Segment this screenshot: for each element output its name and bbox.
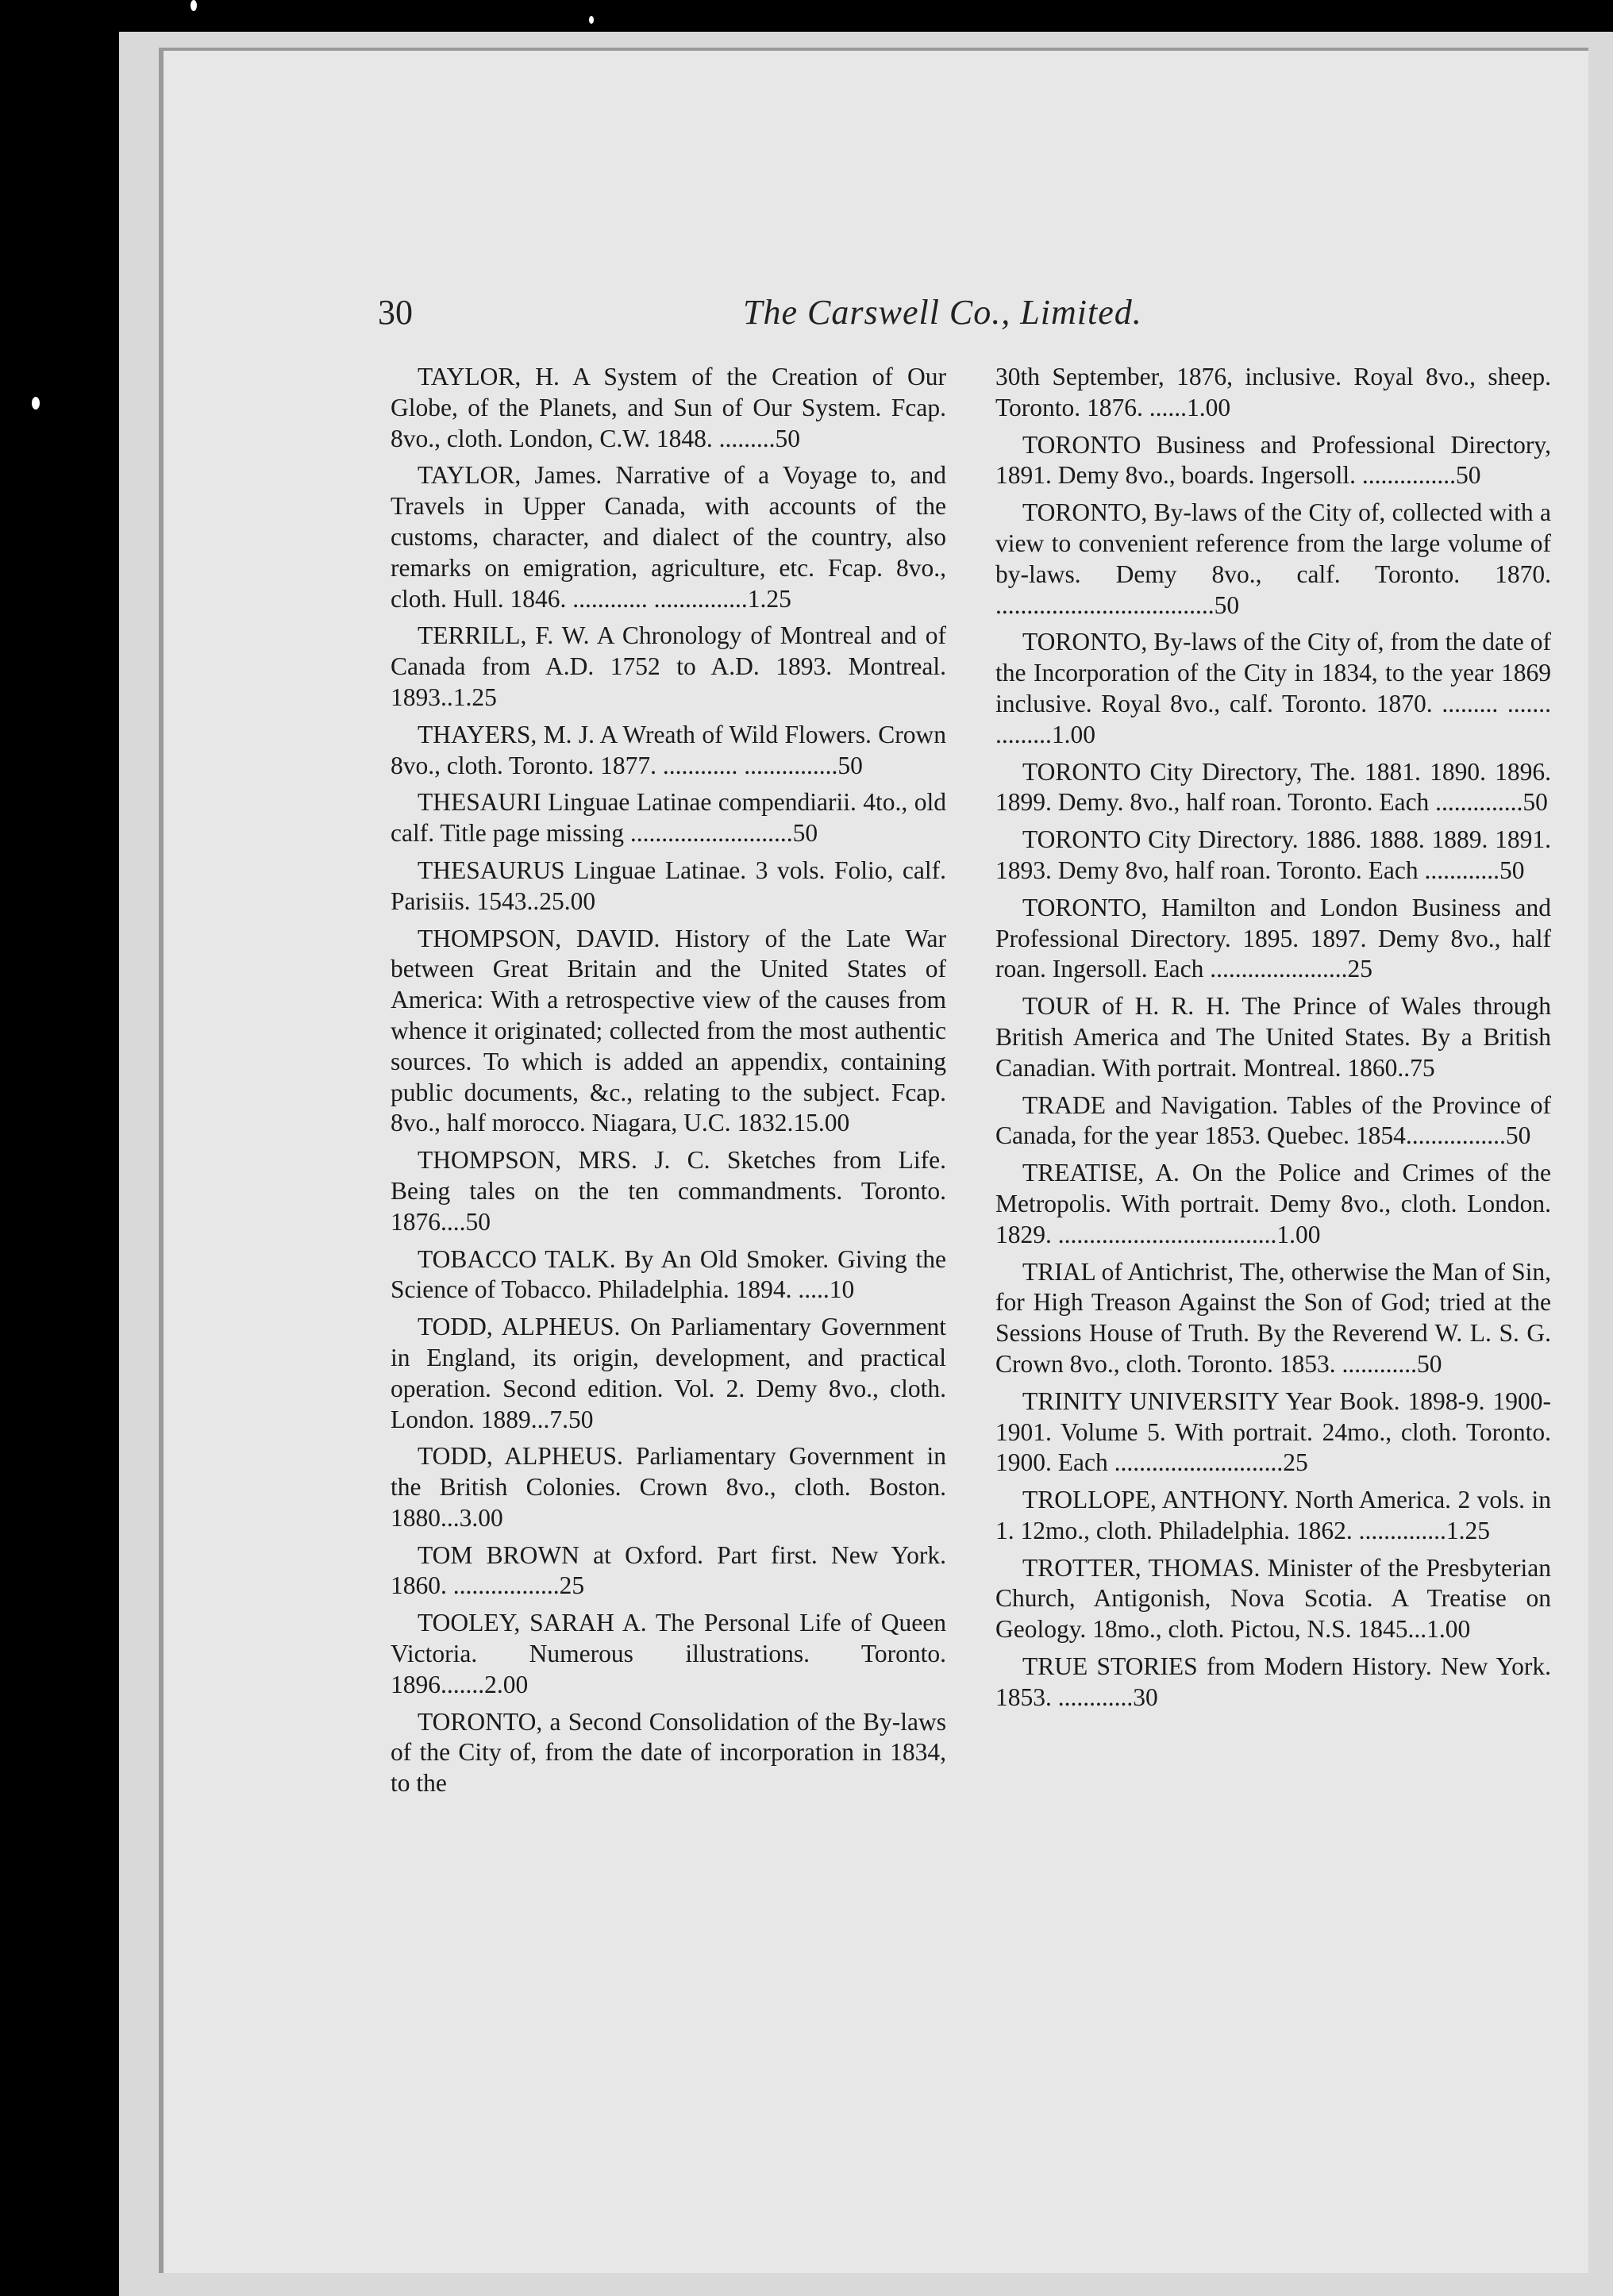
catalog-entry: TORONTO, By-laws of the City of, from the date of the Incorporation of the City in 1834, to the year 1869 inclusive. Royal 8vo., calf. Toronto. 1870. ......... ....... .........1.00 bbox=[995, 628, 1551, 748]
catalog-entry: TODD, ALPHEUS. On Parliamentary Government in England, its origin, development, and practical operation. Second edition. Vol. 2. Demy 8vo., cloth. London. 1889...7.50 bbox=[391, 1313, 946, 1433]
catalog-entry: TAYLOR, James. Narrative of a Voyage to, and Travels in Upper Canada, with accounts of the customs, character, and dialect of the country, also remarks on emigration, agriculture, etc. Fcap. 8vo., cloth. Hull. 1846. ............ ...............1.25 bbox=[391, 461, 946, 613]
catalog-entry: TORONTO, Hamilton and London Business and Professional Directory. 1895. 1897. Demy 8vo., half roan. Ingersoll. Each ......................25 bbox=[995, 893, 1551, 983]
left-column bbox=[391, 362, 946, 1806]
catalog-entry: TREATISE, A. On the Police and Crimes of the Metropolis. With portrait. Demy 8vo., cloth. London. 1829. ...................................1.00 bbox=[995, 1159, 1551, 1248]
scan-dust-mark bbox=[589, 16, 594, 24]
catalog-entry: TOBACCO TALK. By An Old Smoker. Giving the Science of Tobacco. Philadelphia. 1894. .....10 bbox=[391, 1244, 946, 1304]
catalog-entry: THOMPSON, DAVID. History of the Late War between Great Britain and the United States of America: With a retrospective view of the causes from whence it originated; collected from the most authentic sources. To which is added an appendix, containing public documents, &c., relating to the subject. Fcap. 8vo., half morocco. Niagara, U.C. 1832.15.00 bbox=[391, 924, 946, 1137]
catalog-entry: TRUE STORIES from Modern History. New York. 1853. ............30 bbox=[995, 1652, 1551, 1711]
page-number: 30 bbox=[378, 293, 413, 332]
catalog-entry: THESAURI Linguae Latinae compendiarii. 4to., old calf. Title page missing ..........................50 bbox=[391, 788, 946, 848]
catalog-entry-continued: 30th September, 1876, inclusive. Royal 8vo., sheep. Toronto. 1876. ......1.00 bbox=[995, 363, 1551, 421]
catalog-entry: THOMPSON, MRS. J. C. Sketches from Life. Being tales on the ten commandments. Toronto. 1876....50 bbox=[391, 1146, 946, 1236]
catalog-entry: TORONTO City Directory. 1886. 1888. 1889. 1891. 1893. Demy 8vo, half roan. Toronto. Each ............50 bbox=[995, 825, 1551, 884]
scan-dust-mark bbox=[191, 0, 197, 11]
catalog-entry: THAYERS, M. J. A Wreath of Wild Flowers. Crown 8vo., cloth. Toronto. 1877. ............ ...............50 bbox=[391, 720, 946, 779]
catalog-entry: TORONTO, a Second Consolidation of the By-laws of the City of, from the date of incorporation in 1834, to the bbox=[391, 1707, 946, 1798]
catalog-entry: TOOLEY, SARAH A. The Personal Life of Queen Victoria. Numerous illustrations. Toronto. 1896.......2.00 bbox=[391, 1609, 946, 1698]
catalog-entry: THESAURUS Linguae Latinae. 3 vols. Folio, calf. Parisiis. 1543..25.00 bbox=[391, 856, 946, 915]
catalog-entry: TORONTO Business and Professional Directory, 1891. Demy 8vo., boards. Ingersoll. ...............50 bbox=[995, 430, 1551, 490]
catalog-entry: TROLLOPE, ANTHONY. North America. 2 vols. in 1. 12mo., cloth. Philadelphia. 1862. ..............1.25 bbox=[995, 1486, 1551, 1544]
page-header bbox=[378, 292, 1188, 340]
scan-dust-mark bbox=[32, 397, 40, 410]
catalog-entry: TRADE and Navigation. Tables of the Province of Canada, for the year 1853. Quebec. 1854................50 bbox=[995, 1090, 1551, 1150]
running-title: The Carswell Co., Limited. bbox=[743, 293, 1142, 332]
catalog-entry: TODD, ALPHEUS. Parliamentary Government in the British Colonies. Crown 8vo., cloth. Boston. 1880...3.00 bbox=[391, 1442, 946, 1532]
catalog-entry: TORONTO, By-laws of the City of, collected with a view to convenient reference from the large volume of by-laws. Demy 8vo., calf. Toronto. 1870. ...................................50 bbox=[995, 498, 1551, 619]
catalog-entry: TORONTO City Directory, The. 1881. 1890. 1896. 1899. Demy. 8vo., half roan. Toronto. Each ..............50 bbox=[995, 757, 1551, 817]
catalog-entry: TOM BROWN at Oxford. Part first. New York. 1860. .................25 bbox=[391, 1540, 946, 1600]
right-column bbox=[995, 362, 1551, 1720]
catalog-entry: TOUR of H. R. H. The Prince of Wales through British America and The United States. By a British Canadian. With portrait. Montreal. 1860..75 bbox=[995, 992, 1551, 1082]
catalog-entry: TRIAL of Antichrist, The, otherwise the Man of Sin, for High Treason Against the Son of God; tried at the Sessions House of Truth. By the Reverend W. L. S. G. Crown 8vo., cloth. Toronto. 1853. ............50 bbox=[995, 1257, 1551, 1378]
catalog-entry: TERRILL, F. W. A Chronology of Montreal and of Canada from A.D. 1752 to A.D. 1893. Montreal. 1893..1.25 bbox=[391, 621, 946, 711]
catalog-entry: TAYLOR, H. A System of the Creation of Our Globe, of the Planets, and Sun of Our System. Fcap. 8vo., cloth. London, C.W. 1848. .........50 bbox=[391, 363, 946, 452]
catalog-entry: TRINITY UNIVERSITY Year Book. 1898-9. 1900-1901. Volume 5. With portrait. 24mo., cloth. Toronto. 1900. Each ...........................25 bbox=[995, 1386, 1551, 1477]
catalog-entry: TROTTER, THOMAS. Minister of the Presbyterian Church, Antigonish, Nova Scotia. A Treatise on Geology. 18mo., cloth. Pictou, N.S. 1845...1.00 bbox=[995, 1553, 1551, 1644]
